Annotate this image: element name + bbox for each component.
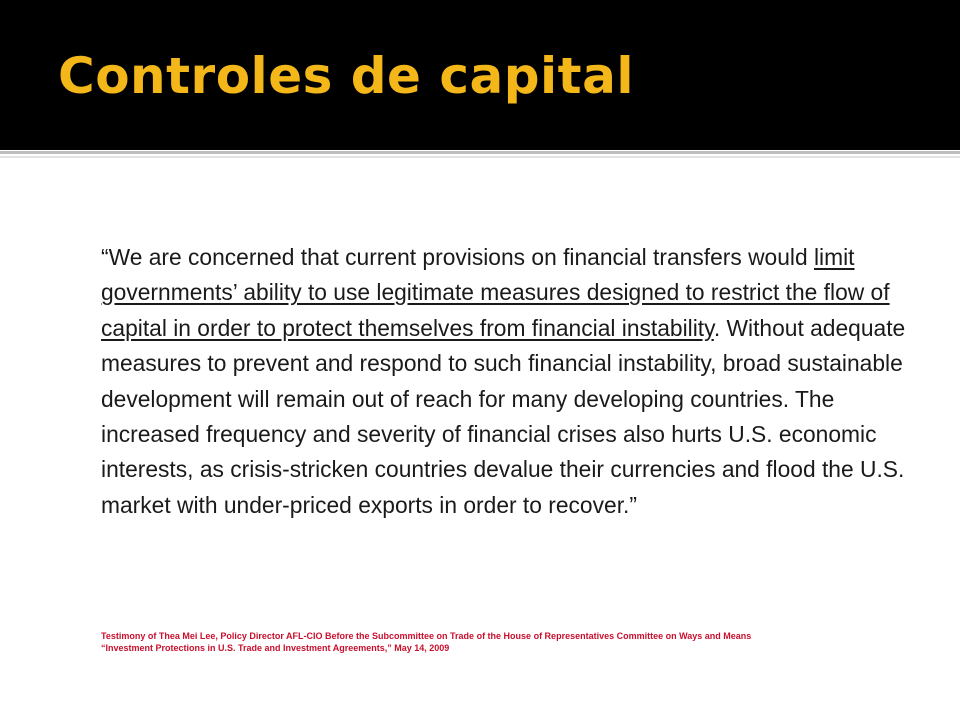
quote-text: [101, 240, 921, 523]
slide-title: Controles de capital: [58, 47, 634, 105]
quote-part-1: “We are concerned that current provisions on financial transfers would: [101, 244, 814, 270]
citation-line-2: “Investment Protections in U.S. Trade and Investment Agreements,” May 14, 2009: [101, 642, 450, 653]
citation-line-1: Testimony of Thea Mei Lee, Policy Director AFL-CIO Before the Subcommittee on Trade of the House of Representatives Committee on Ways and Means: [101, 631, 752, 641]
title-divider: [0, 151, 960, 154]
quote-part-2: . Without adequate measures to prevent and respond to such financial instability, broad sustainable development will remain out of reach for many developing countries. The increased frequency and severity of financial crises also hurts U.S. economic interests, as crisis-stricken countries devalue their currencies and flood the U.S. market with under-priced exports in order to recover.”: [101, 314, 906, 518]
quote-underlined: limit governments’ ability to use legitimate measures designed to restrict the flow of capital in order to protect themselves from financial instability: [101, 244, 890, 341]
title-divider-secondary: [0, 156, 960, 158]
citation: [101, 631, 921, 654]
